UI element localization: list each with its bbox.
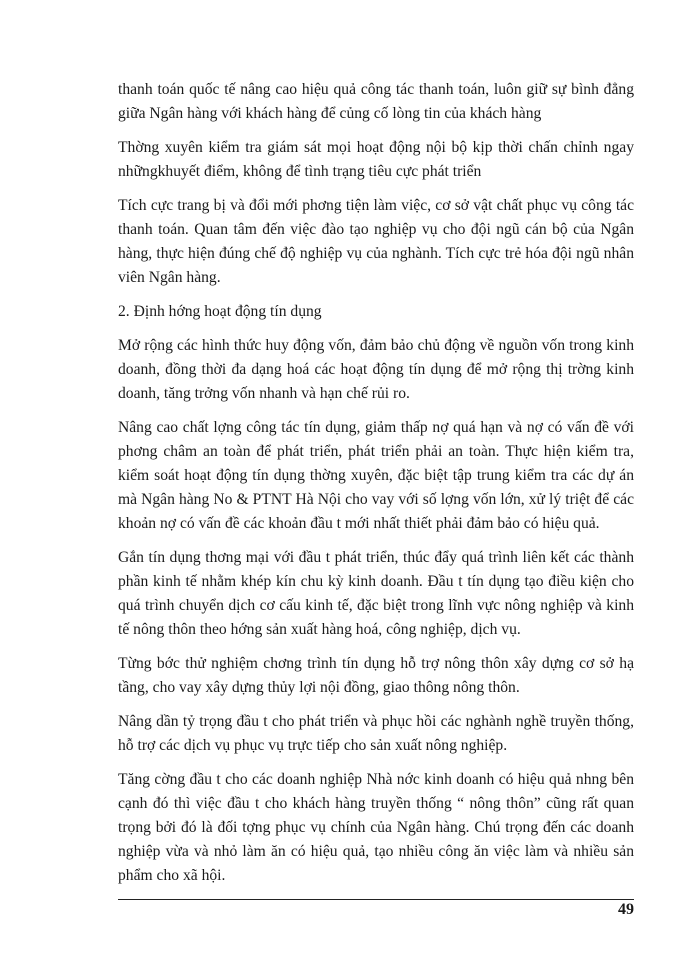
document-body bbox=[118, 78, 634, 898]
paragraph-credit-quality: Nâng cao chất lợng công tác tín dụng, giảm thấp nợ quá hạn và nợ có vấn đề với phơng châm an toàn để phát triển, phát triển phải an toàn. Thực hiện kiểm tra, kiểm soát hoạt động tín dụng thờng xuyên, đặc biệt tập trung kiểm tra các dự án mà Ngân hàng No & PTNT Hà Nội cho vay với số lợng vốn lớn, xử lý triệt để các khoản nợ có vấn đề các khoản đầu t mới nhất thiết phải đảm bảo có hiệu quả. bbox=[118, 419, 634, 532]
paragraph-internal-inspection: Thờng xuyên kiểm tra giám sát mọi hoạt động nội bộ kịp thời chấn chỉnh ngay nhữngkhuyết điểm, không để tình trạng tiêu cực phát triển bbox=[118, 139, 634, 180]
footer-divider bbox=[118, 899, 634, 900]
page-number: 49 bbox=[618, 901, 634, 918]
paragraph-intl-payment: thanh toán quốc tế nâng cao hiệu quả công tác thanh toán, luôn giữ sự bình đẳng giữa Ngân hàng với khách hàng để củng cố lòng tin của khách hàng bbox=[118, 81, 634, 122]
paragraph-capital-mobilization: Mở rộng các hình thức huy động vốn, đảm bảo chủ động về nguồn vốn trong kinh doanh, đồng thời đa dạng hoá các hoạt động tín dụng để mở rộng thị trờng kinh doanh, tăng trởng vốn nhanh và hạn chế rủi ro. bbox=[118, 337, 634, 402]
section-heading-credit-orientation: 2. Định hớng hoạt động tín dụng bbox=[118, 303, 322, 320]
paragraph-traditional-trades: Nâng dần tỷ trọng đầu t cho phát triển và phục hồi các nghành nghề truyền thống, hỗ trợ các dịch vụ phục vụ trực tiếp cho sản xuất nông nghiệp. bbox=[118, 713, 634, 754]
paragraph-rural-infrastructure: Từng bớc thử nghiệm chơng trình tín dụng hỗ trợ nông thôn xây dựng cơ sở hạ tầng, cho vay xây dựng thủy lợi nội đồng, giao thông nông thôn. bbox=[118, 655, 634, 696]
paragraph-commercial-credit: Gắn tín dụng thơng mại với đầu t phát triển, thúc đẩy quá trình liên kết các thành phần kinh tế nhằm khép kín chu kỳ kinh doanh. Đầu t tín dụng tạo điều kiện cho quá trình chuyển dịch cơ cấu kinh tế, đặc biệt trong lĩnh vực nông nghiệp và kinh tế nông thôn theo hớng sản xuất hàng hoá, công nghiệp, dịch vụ. bbox=[118, 549, 634, 638]
paragraph-sme-investment: Tăng cờng đầu t cho các doanh nghiệp Nhà nớc kinh doanh có hiệu quả nhng bên cạnh đó thì việc đầu t cho khách hàng truyền thống “ nông thôn” cũng rất quan trọng bởi đó là đối tợng phục vụ chính của Ngân hàng. Chú trọng đến các doanh nghiệp vừa và nhỏ làm ăn có hiệu quả, tạo nhiều công ăn việc làm và nhiều sản phẩm cho xã hội. bbox=[118, 771, 634, 884]
paragraph-equipment-training: Tích cực trang bị và đổi mới phơng tiện làm việc, cơ sở vật chất phục vụ công tác thanh toán. Quan tâm đến việc đào tạo nghiệp vụ cho đội ngũ cán bộ của Ngân hàng, thực hiện đúng chế độ nghiệp vụ của nghành. Tích cực trẻ hóa đội ngũ nhân viên Ngân hàng. bbox=[118, 197, 634, 286]
